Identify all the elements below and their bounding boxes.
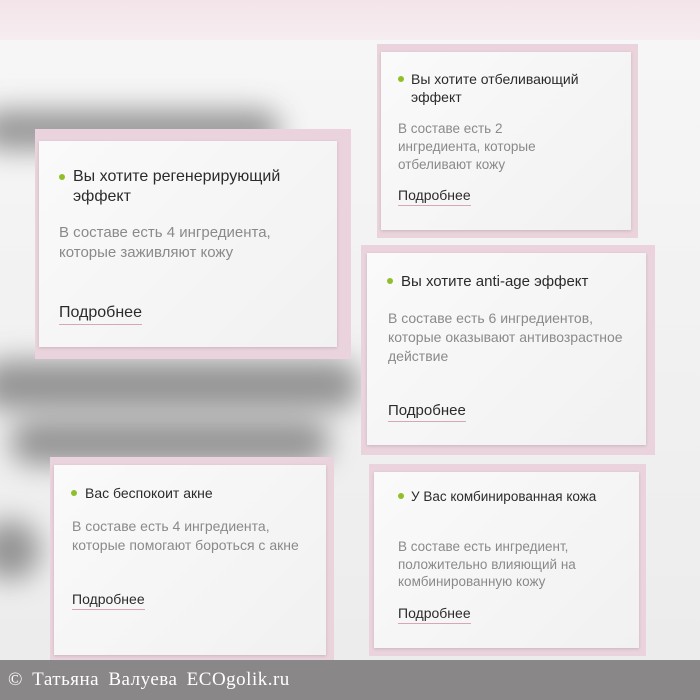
card-title-row (59, 167, 319, 207)
card-description: В составе есть 6 ингредиентов, которые оказывают антивозрастное действие (388, 310, 623, 364)
bullet-dot-icon (398, 76, 404, 82)
card-body (367, 253, 646, 445)
card-title: Вы хотите anti-age эффект (401, 273, 589, 290)
card-title-row (387, 272, 642, 291)
card-description: В составе есть ингредиент, положительно влияющий на комбинированную кожу (398, 539, 576, 589)
blurred-text-shape (0, 520, 40, 580)
card-acne (50, 457, 334, 663)
copyright-footer (0, 660, 700, 700)
card-title: Вы хотите регенерирующий эффект (73, 168, 281, 205)
more-link[interactable]: Подробнее (59, 304, 142, 325)
card-title: У Вас комбинированная кожа (411, 489, 597, 504)
card-title-row (71, 484, 316, 502)
top-band (0, 0, 700, 44)
card-description: В составе есть 4 ингредиента, которые заживляют кожу (59, 224, 271, 261)
more-link[interactable]: Подробнее (398, 187, 471, 206)
bullet-dot-icon (398, 493, 404, 499)
card-description: В составе есть 4 ингредиента, которые помогают бороться с акне (72, 518, 299, 553)
card-title-row (398, 70, 623, 106)
copyright-text: © Татьяна Валуева ECOgolik.ru (8, 669, 290, 690)
more-link[interactable]: Подробнее (72, 591, 145, 610)
card-title-row (398, 488, 628, 505)
card-combination-skin (369, 464, 646, 656)
more-link[interactable]: Подробнее (388, 402, 466, 422)
bullet-dot-icon (71, 490, 77, 496)
card-title: Вас беспокоит акне (85, 485, 213, 501)
blurred-text-shape (0, 360, 360, 410)
card-body (381, 52, 631, 230)
card-regenerating (35, 129, 351, 359)
card-whitening (377, 44, 638, 238)
bullet-dot-icon (59, 174, 65, 180)
card-body (374, 472, 639, 648)
card-anti-age (361, 245, 655, 455)
card-title: Вы хотите отбеливающий эффект (411, 71, 579, 105)
card-description: В составе есть 2 ингредиента, которые отбеливают кожу (398, 121, 536, 172)
bullet-dot-icon (387, 278, 393, 284)
card-body (39, 141, 337, 347)
card-body (54, 465, 326, 655)
more-link[interactable]: Подробнее (398, 605, 471, 624)
